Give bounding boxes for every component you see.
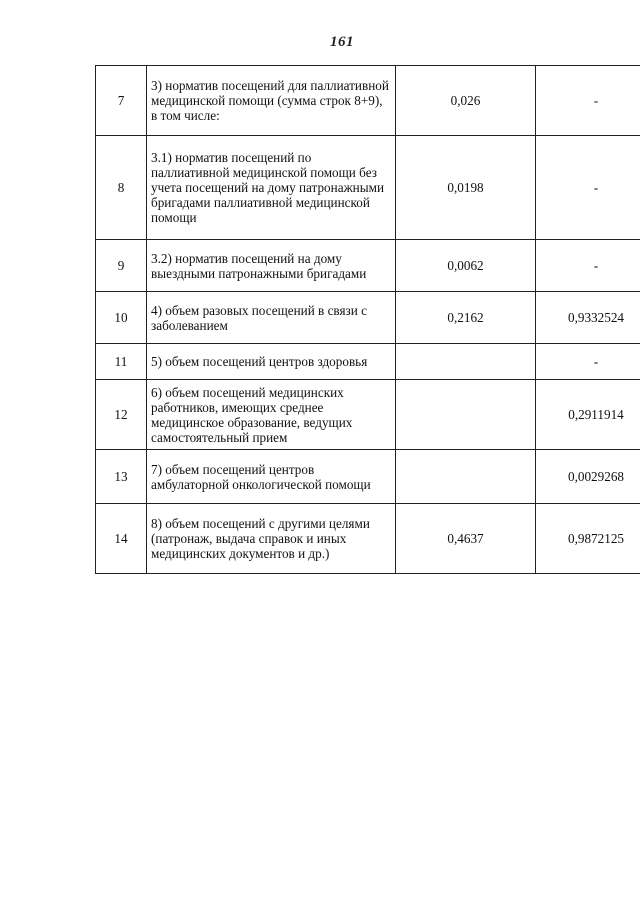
row-value-1: 0,2162 <box>396 292 536 344</box>
row-number: 13 <box>96 450 147 504</box>
row-value-2: - <box>536 344 640 380</box>
table-row <box>96 292 640 344</box>
row-description: 7) объем посещений центров амбулаторной онкологической помощи <box>147 450 396 504</box>
row-description: 6) объем посещений медицинских работников, имеющих среднее медицинское образование, ведущих самостоятельный прием <box>147 380 396 450</box>
table-row <box>96 136 640 240</box>
row-number: 8 <box>96 136 147 240</box>
table-row <box>96 240 640 292</box>
table-row <box>96 380 640 450</box>
table-row <box>96 504 640 574</box>
row-value-1: 0,4637 <box>396 504 536 574</box>
row-value-2: 0,9872125 <box>536 504 640 574</box>
row-number: 14 <box>96 504 147 574</box>
table-row <box>96 344 640 380</box>
row-description: 3) норматив посещений для паллиативной медицинской помощи (сумма строк 8+9), в том числе: <box>147 66 396 136</box>
table-row <box>96 450 640 504</box>
row-number: 9 <box>96 240 147 292</box>
row-value-1 <box>396 344 536 380</box>
row-value-2: - <box>536 136 640 240</box>
row-description: 4) объем разовых посещений в связи с заболеванием <box>147 292 396 344</box>
row-value-1 <box>396 450 536 504</box>
table-row <box>96 66 640 136</box>
row-description: 3.2) норматив посещений на дому выездными патронажными бригадами <box>147 240 396 292</box>
row-value-2: - <box>536 66 640 136</box>
row-value-1: 0,0062 <box>396 240 536 292</box>
row-description: 5) объем посещений центров здоровья <box>147 344 396 380</box>
row-value-2: 0,0029268 <box>536 450 640 504</box>
row-description: 8) объем посещений с другими целями (патронаж, выдача справок и иных медицинских документов и др.) <box>147 504 396 574</box>
row-number: 11 <box>96 344 147 380</box>
page-number: 161 <box>330 34 354 50</box>
row-description: 3.1) норматив посещений по паллиативной медицинской помощи без учета посещений на дому патронажными бригадами паллиативной медицинской помощи <box>147 136 396 240</box>
row-number: 7 <box>96 66 147 136</box>
row-value-1: 0,026 <box>396 66 536 136</box>
data-table <box>95 65 640 574</box>
row-value-2: 0,2911914 <box>536 380 640 450</box>
row-value-1 <box>396 380 536 450</box>
row-number: 10 <box>96 292 147 344</box>
row-value-1: 0,0198 <box>396 136 536 240</box>
row-number: 12 <box>96 380 147 450</box>
row-value-2: - <box>536 240 640 292</box>
row-value-2: 0,9332524 <box>536 292 640 344</box>
